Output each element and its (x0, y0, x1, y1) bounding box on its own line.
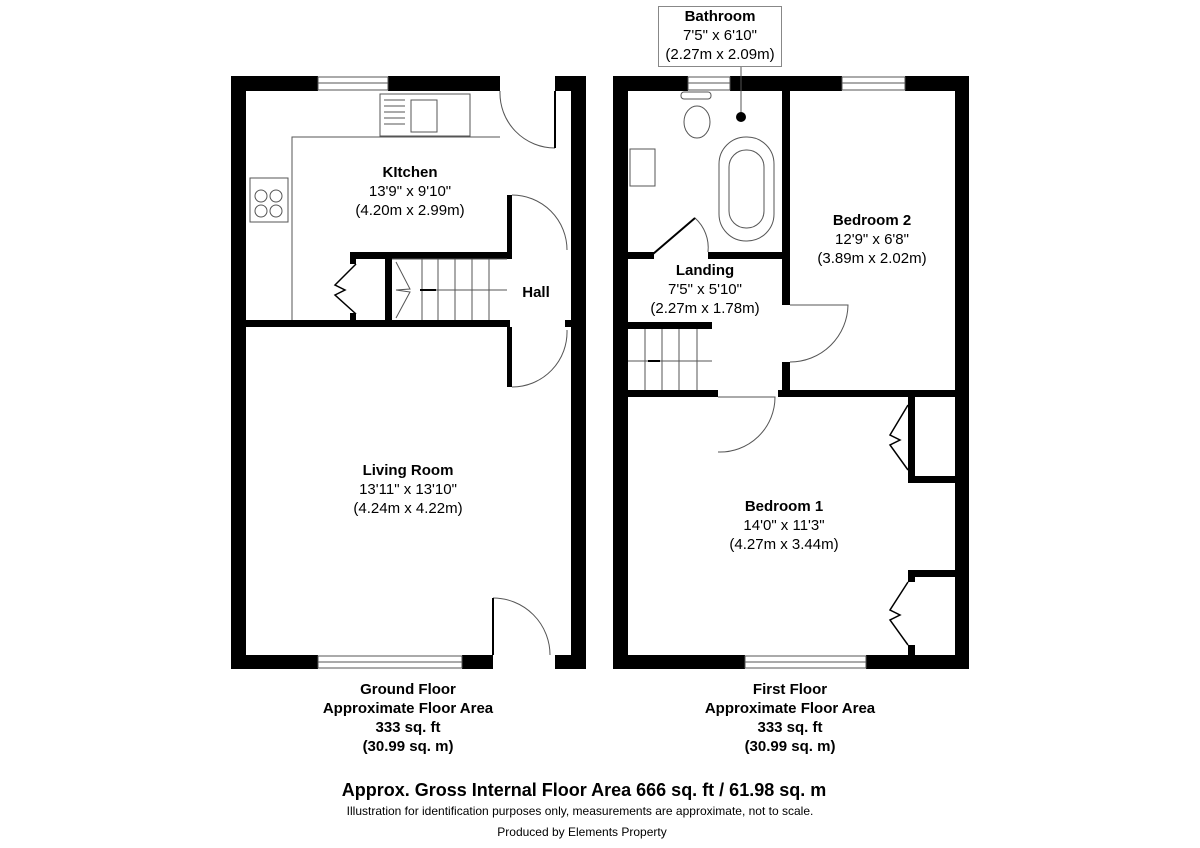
room-name: Bathroom (684, 8, 756, 25)
ground-floor-summary (323, 680, 493, 756)
room-dimensions-imperial: 13'9" x 9'10" (368, 183, 452, 200)
first-floor-plan (613, 76, 969, 669)
gross-floor-area: Approx. Gross Internal Floor Area 666 sq. ft / 61.98 sq. m (341, 780, 827, 800)
stairs-icon (392, 259, 507, 320)
bath-icon (719, 137, 774, 241)
room-dimensions-imperial: 12'9" x 6'8" (835, 231, 909, 248)
basin-icon (630, 149, 655, 186)
room-name: Hall (522, 284, 550, 301)
room-name: Bedroom 2 (832, 212, 912, 229)
door-swing (718, 397, 775, 452)
stairs-icon (628, 329, 712, 390)
floor-area-sqm: (30.99 sq. m) (362, 738, 454, 755)
light-fitting-icon (736, 112, 746, 122)
room-label-hall (522, 283, 550, 302)
room-dimensions-metric: (4.27m x 3.44m) (729, 536, 839, 553)
disclaimer: Illustration for identification purposes only, measurements are approximate, not to scale. (346, 804, 814, 818)
floor-title: Ground Floor (360, 681, 456, 698)
room-dimensions-metric: (3.89m x 2.02m) (817, 250, 927, 267)
floor-area-label: Approximate Floor Area (704, 700, 876, 717)
room-dimensions-imperial: 13'11" x 13'10" (359, 481, 457, 498)
first-floor-summary (705, 680, 875, 756)
toilet-icon (684, 106, 710, 138)
floor-area-label: Approximate Floor Area (322, 700, 494, 717)
floor-area-sqft: 333 sq. ft (757, 719, 823, 736)
room-dimensions-metric: (4.20m x 2.99m) (355, 202, 465, 219)
room-name: Bedroom 1 (744, 498, 824, 515)
room-dimensions-imperial: 14'0" x 11'3" (743, 517, 825, 534)
door-swing (493, 598, 550, 655)
room-label-bedroom-2 (817, 211, 926, 268)
room-dimensions-metric: (2.27m x 1.78m) (650, 300, 760, 317)
produced-by: Produced by Elements Property (497, 825, 667, 839)
door-swing (653, 218, 708, 254)
room-label-landing (650, 261, 759, 318)
door-swing (500, 91, 555, 148)
floor-title: First Floor (752, 681, 828, 698)
door-swing (790, 305, 848, 362)
room-name: Living Room (362, 462, 454, 479)
hob-icon (250, 178, 288, 222)
room-dimensions-imperial: 7'5" x 5'10" (668, 281, 742, 298)
floor-area-sqft: 333 sq. ft (375, 719, 441, 736)
room-label-bathroom (658, 6, 782, 67)
room-label-kitchen (355, 163, 464, 220)
room-dimensions-imperial: 7'5" x 6'10" (683, 27, 757, 44)
room-dimensions-metric: (4.24m x 4.22m) (353, 500, 463, 517)
room-name: Landing (675, 262, 735, 279)
first-floor-fixtures (628, 65, 908, 668)
room-name: KItchen (382, 164, 438, 181)
room-label-living-room (353, 461, 462, 518)
floor-area-sqm: (30.99 sq. m) (744, 738, 836, 755)
room-dimensions-metric: (2.27m x 2.09m) (665, 46, 775, 63)
door-swing (512, 330, 567, 387)
room-label-bedroom-1 (729, 497, 838, 554)
door-swing (512, 195, 567, 250)
